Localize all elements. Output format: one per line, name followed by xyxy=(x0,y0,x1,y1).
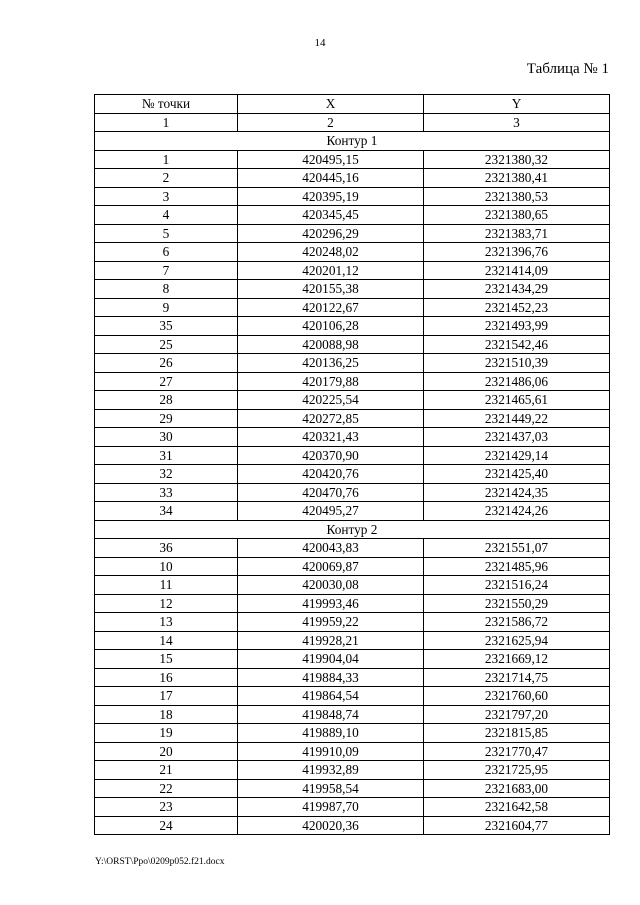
y-coordinate-cell: 2321725,95 xyxy=(424,761,610,780)
x-coordinate-cell: 420122,67 xyxy=(238,298,424,317)
point-number-cell: 26 xyxy=(95,354,238,373)
y-coordinate-cell: 2321542,46 xyxy=(424,335,610,354)
table-row xyxy=(95,243,610,262)
table-row xyxy=(95,650,610,669)
point-number-cell: 2 xyxy=(95,169,238,188)
coordinates-table xyxy=(94,94,610,835)
point-number-cell: 23 xyxy=(95,798,238,817)
table-row xyxy=(95,409,610,428)
x-coordinate-cell: 420395,19 xyxy=(238,187,424,206)
x-coordinate-cell: 420321,43 xyxy=(238,428,424,447)
table-row xyxy=(95,317,610,336)
point-number-cell: 20 xyxy=(95,742,238,761)
point-number-cell: 35 xyxy=(95,317,238,336)
y-coordinate-cell: 2321485,96 xyxy=(424,557,610,576)
header-x: X xyxy=(238,95,424,114)
point-number-cell: 9 xyxy=(95,298,238,317)
table-row xyxy=(95,687,610,706)
x-coordinate-cell: 420272,85 xyxy=(238,409,424,428)
y-coordinate-cell: 2321604,77 xyxy=(424,816,610,835)
point-number-cell: 5 xyxy=(95,224,238,243)
table-row xyxy=(95,502,610,521)
table-row xyxy=(95,724,610,743)
x-coordinate-cell: 420370,90 xyxy=(238,446,424,465)
x-coordinate-cell: 419848,74 xyxy=(238,705,424,724)
table-row xyxy=(95,557,610,576)
x-coordinate-cell: 419904,04 xyxy=(238,650,424,669)
table-row xyxy=(95,428,610,447)
point-number-cell: 16 xyxy=(95,668,238,687)
y-coordinate-cell: 2321550,29 xyxy=(424,594,610,613)
table-row xyxy=(95,631,610,650)
table-row xyxy=(95,261,610,280)
column-number: 3 xyxy=(424,113,610,132)
y-coordinate-cell: 2321586,72 xyxy=(424,613,610,632)
y-coordinate-cell: 2321380,65 xyxy=(424,206,610,225)
table-row xyxy=(95,798,610,817)
y-coordinate-cell: 2321815,85 xyxy=(424,724,610,743)
table-row xyxy=(95,705,610,724)
table-row xyxy=(95,298,610,317)
header-point-number: № точки xyxy=(95,95,238,114)
table-row xyxy=(95,187,610,206)
point-number-cell: 19 xyxy=(95,724,238,743)
point-number-cell: 17 xyxy=(95,687,238,706)
y-coordinate-cell: 2321493,99 xyxy=(424,317,610,336)
point-number-cell: 29 xyxy=(95,409,238,428)
point-number-cell: 13 xyxy=(95,613,238,632)
point-number-cell: 36 xyxy=(95,539,238,558)
table-row xyxy=(95,761,610,780)
x-coordinate-cell: 420470,76 xyxy=(238,483,424,502)
y-coordinate-cell: 2321396,76 xyxy=(424,243,610,262)
table-row xyxy=(95,483,610,502)
x-coordinate-cell: 419889,10 xyxy=(238,724,424,743)
table-row xyxy=(95,446,610,465)
y-coordinate-cell: 2321516,24 xyxy=(424,576,610,595)
section-title-row xyxy=(95,520,610,539)
point-number-cell: 28 xyxy=(95,391,238,410)
y-coordinate-cell: 2321380,53 xyxy=(424,187,610,206)
y-coordinate-cell: 2321424,26 xyxy=(424,502,610,521)
point-number-cell: 3 xyxy=(95,187,238,206)
header-y: Y xyxy=(424,95,610,114)
y-coordinate-cell: 2321380,41 xyxy=(424,169,610,188)
table-row xyxy=(95,539,610,558)
point-number-cell: 15 xyxy=(95,650,238,669)
header-row xyxy=(95,95,610,114)
x-coordinate-cell: 419993,46 xyxy=(238,594,424,613)
table-row xyxy=(95,169,610,188)
table-row xyxy=(95,335,610,354)
x-coordinate-cell: 420420,76 xyxy=(238,465,424,484)
column-number-row xyxy=(95,113,610,132)
y-coordinate-cell: 2321425,40 xyxy=(424,465,610,484)
x-coordinate-cell: 420043,83 xyxy=(238,539,424,558)
table-row xyxy=(95,594,610,613)
y-coordinate-cell: 2321510,39 xyxy=(424,354,610,373)
section-title-row xyxy=(95,132,610,151)
point-number-cell: 18 xyxy=(95,705,238,724)
point-number-cell: 7 xyxy=(95,261,238,280)
x-coordinate-cell: 420106,28 xyxy=(238,317,424,336)
table-row xyxy=(95,354,610,373)
x-coordinate-cell: 419910,09 xyxy=(238,742,424,761)
point-number-cell: 4 xyxy=(95,206,238,225)
y-coordinate-cell: 2321437,03 xyxy=(424,428,610,447)
point-number-cell: 31 xyxy=(95,446,238,465)
table-row xyxy=(95,668,610,687)
x-coordinate-cell: 419864,54 xyxy=(238,687,424,706)
table-row xyxy=(95,613,610,632)
x-coordinate-cell: 419987,70 xyxy=(238,798,424,817)
table-row xyxy=(95,280,610,299)
point-number-cell: 24 xyxy=(95,816,238,835)
x-coordinate-cell: 420088,98 xyxy=(238,335,424,354)
x-coordinate-cell: 419884,33 xyxy=(238,668,424,687)
x-coordinate-cell: 420155,38 xyxy=(238,280,424,299)
table-row xyxy=(95,372,610,391)
x-coordinate-cell: 420030,08 xyxy=(238,576,424,595)
point-number-cell: 14 xyxy=(95,631,238,650)
section-title: Контур 1 xyxy=(95,132,610,151)
point-number-cell: 21 xyxy=(95,761,238,780)
y-coordinate-cell: 2321625,94 xyxy=(424,631,610,650)
point-number-cell: 34 xyxy=(95,502,238,521)
x-coordinate-cell: 420248,02 xyxy=(238,243,424,262)
y-coordinate-cell: 2321424,35 xyxy=(424,483,610,502)
table-row xyxy=(95,576,610,595)
point-number-cell: 33 xyxy=(95,483,238,502)
point-number-cell: 30 xyxy=(95,428,238,447)
table-row xyxy=(95,224,610,243)
point-number-cell: 27 xyxy=(95,372,238,391)
y-coordinate-cell: 2321770,47 xyxy=(424,742,610,761)
table-caption: Таблица № 1 xyxy=(526,61,609,77)
y-coordinate-cell: 2321434,29 xyxy=(424,280,610,299)
x-coordinate-cell: 420020,36 xyxy=(238,816,424,835)
table-body xyxy=(95,132,610,835)
table-row xyxy=(95,150,610,169)
y-coordinate-cell: 2321383,71 xyxy=(424,224,610,243)
y-coordinate-cell: 2321414,09 xyxy=(424,261,610,280)
y-coordinate-cell: 2321797,20 xyxy=(424,705,610,724)
point-number-cell: 8 xyxy=(95,280,238,299)
y-coordinate-cell: 2321486,06 xyxy=(424,372,610,391)
table-row xyxy=(95,742,610,761)
x-coordinate-cell: 420345,45 xyxy=(238,206,424,225)
table-row xyxy=(95,391,610,410)
x-coordinate-cell: 420201,12 xyxy=(238,261,424,280)
point-number-cell: 11 xyxy=(95,576,238,595)
point-number-cell: 6 xyxy=(95,243,238,262)
point-number-cell: 22 xyxy=(95,779,238,798)
x-coordinate-cell: 420495,15 xyxy=(238,150,424,169)
x-coordinate-cell: 420495,27 xyxy=(238,502,424,521)
table-row xyxy=(95,779,610,798)
x-coordinate-cell: 420136,25 xyxy=(238,354,424,373)
column-number: 1 xyxy=(95,113,238,132)
y-coordinate-cell: 2321714,75 xyxy=(424,668,610,687)
table-row xyxy=(95,206,610,225)
x-coordinate-cell: 419932,89 xyxy=(238,761,424,780)
x-coordinate-cell: 419958,54 xyxy=(238,779,424,798)
y-coordinate-cell: 2321452,23 xyxy=(424,298,610,317)
x-coordinate-cell: 419928,21 xyxy=(238,631,424,650)
y-coordinate-cell: 2321760,60 xyxy=(424,687,610,706)
point-number-cell: 10 xyxy=(95,557,238,576)
y-coordinate-cell: 2321380,32 xyxy=(424,150,610,169)
y-coordinate-cell: 2321683,00 xyxy=(424,779,610,798)
point-number-cell: 1 xyxy=(95,150,238,169)
footer-file-path: Y:\ORST\Ppo\0209p052.f21.docx xyxy=(95,857,225,867)
y-coordinate-cell: 2321551,07 xyxy=(424,539,610,558)
y-coordinate-cell: 2321669,12 xyxy=(424,650,610,669)
x-coordinate-cell: 420179,88 xyxy=(238,372,424,391)
table-row xyxy=(95,465,610,484)
point-number-cell: 12 xyxy=(95,594,238,613)
table-row xyxy=(95,816,610,835)
section-title: Контур 2 xyxy=(95,520,610,539)
x-coordinate-cell: 420069,87 xyxy=(238,557,424,576)
y-coordinate-cell: 2321642,58 xyxy=(424,798,610,817)
x-coordinate-cell: 420225,54 xyxy=(238,391,424,410)
point-number-cell: 32 xyxy=(95,465,238,484)
x-coordinate-cell: 420445,16 xyxy=(238,169,424,188)
x-coordinate-cell: 420296,29 xyxy=(238,224,424,243)
page-number: 14 xyxy=(314,37,326,49)
x-coordinate-cell: 419959,22 xyxy=(238,613,424,632)
y-coordinate-cell: 2321465,61 xyxy=(424,391,610,410)
y-coordinate-cell: 2321449,22 xyxy=(424,409,610,428)
point-number-cell: 25 xyxy=(95,335,238,354)
column-number: 2 xyxy=(238,113,424,132)
y-coordinate-cell: 2321429,14 xyxy=(424,446,610,465)
